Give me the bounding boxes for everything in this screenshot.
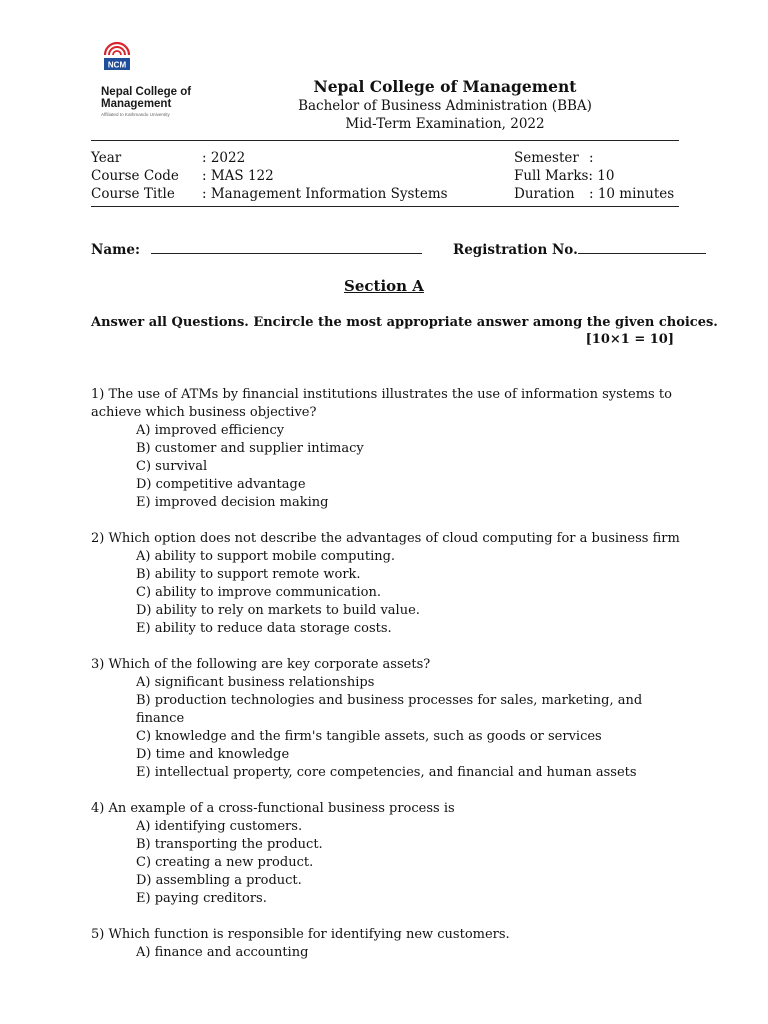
answer-option[interactable]: E) improved decision making <box>136 495 329 510</box>
college-name: Nepal College of Management <box>313 77 577 96</box>
marks-allocation: [10×1 = 10] <box>585 332 674 347</box>
question-4 <box>91 800 691 908</box>
question-stem: 4) An example of a cross-functional business process is <box>91 801 455 816</box>
answer-option[interactable]: A) significant business relationships <box>136 675 375 690</box>
question-list <box>91 386 691 980</box>
exam-name: Mid-Term Examination, 2022 <box>345 116 545 132</box>
answer-option[interactable]: A) ability to support mobile computing. <box>136 549 396 564</box>
question-5 <box>91 926 691 962</box>
registration-label: Registration No. <box>453 242 578 258</box>
registration-blank-line[interactable] <box>578 240 706 254</box>
course-code-label: Course Code <box>91 168 179 184</box>
answer-option[interactable]: D) assembling a product. <box>136 873 302 888</box>
question-stem: 1) The use of ATMs by financial institutions illustrates the use of information systems to achieve which business objective? <box>91 387 672 420</box>
answer-option[interactable]: C) survival <box>136 459 208 474</box>
year-label: Year <box>91 150 122 166</box>
answer-option[interactable]: D) competitive advantage <box>136 477 306 492</box>
answer-option[interactable]: B) production technologies and business processes for sales, marketing, and finance <box>136 693 643 726</box>
program-name: Bachelor of Business Administration (BBA) <box>298 98 592 114</box>
question-stem: 5) Which function is responsible for identifying new customers. <box>91 927 510 942</box>
answer-option[interactable]: A) improved efficiency <box>136 423 285 438</box>
full-marks: Full Marks: 10 <box>514 168 615 184</box>
ncm-logo-icon <box>102 38 132 76</box>
answer-option[interactable]: E) ability to reduce data storage costs. <box>136 621 392 636</box>
question-3 <box>91 656 691 782</box>
header-divider <box>91 140 679 141</box>
question-stem: 2) Which option does not describe the advantages of cloud computing for a business firm <box>91 531 680 546</box>
question-stem: 3) Which of the following are key corporate assets? <box>91 657 431 672</box>
answer-option[interactable]: B) ability to support remote work. <box>136 567 361 582</box>
svg-text:NCM: NCM <box>107 60 127 70</box>
answer-option[interactable]: C) creating a new product. <box>136 855 314 870</box>
duration-label: Duration <box>514 186 575 202</box>
answer-option[interactable]: D) time and knowledge <box>136 747 290 762</box>
course-title-value: : Management Information Systems <box>202 186 448 202</box>
answer-option[interactable]: C) knowledge and the firm's tangible assets, such as goods or services <box>136 729 602 744</box>
answer-option[interactable]: D) ability to rely on markets to build value. <box>136 603 420 618</box>
duration-value: : 10 minutes <box>589 186 675 202</box>
semester-label: Semester <box>514 150 579 166</box>
college-logo <box>101 38 201 117</box>
logo-name: Nepal College of Management <box>101 86 192 110</box>
semester-value: : <box>589 150 594 166</box>
year-value: : 2022 <box>202 150 246 166</box>
answer-option[interactable]: B) transporting the product. <box>136 837 323 852</box>
question-1 <box>91 386 691 512</box>
answer-option[interactable]: E) intellectual property, core competencies, and financial and human assets <box>136 765 637 780</box>
logo-affiliation: Affiliated to Kathmandu University <box>101 112 170 117</box>
instructions: Answer all Questions. Encircle the most appropriate answer among the given choices. <box>91 315 718 330</box>
answer-option[interactable]: C) ability to improve communication. <box>136 585 382 600</box>
section-title: Section A <box>344 277 424 295</box>
info-divider <box>91 206 679 207</box>
name-blank-line[interactable] <box>151 240 422 254</box>
name-label: Name: <box>91 242 140 258</box>
answer-option[interactable]: B) customer and supplier intimacy <box>136 441 364 456</box>
answer-option[interactable]: E) paying creditors. <box>136 891 267 906</box>
answer-option[interactable]: A) identifying customers. <box>136 819 303 834</box>
name-field[interactable] <box>91 240 422 258</box>
registration-field[interactable] <box>453 240 706 258</box>
course-code-value: : MAS 122 <box>202 168 274 184</box>
course-title-label: Course Title <box>91 186 175 202</box>
answer-option[interactable]: A) finance and accounting <box>136 945 309 960</box>
question-2 <box>91 530 691 638</box>
